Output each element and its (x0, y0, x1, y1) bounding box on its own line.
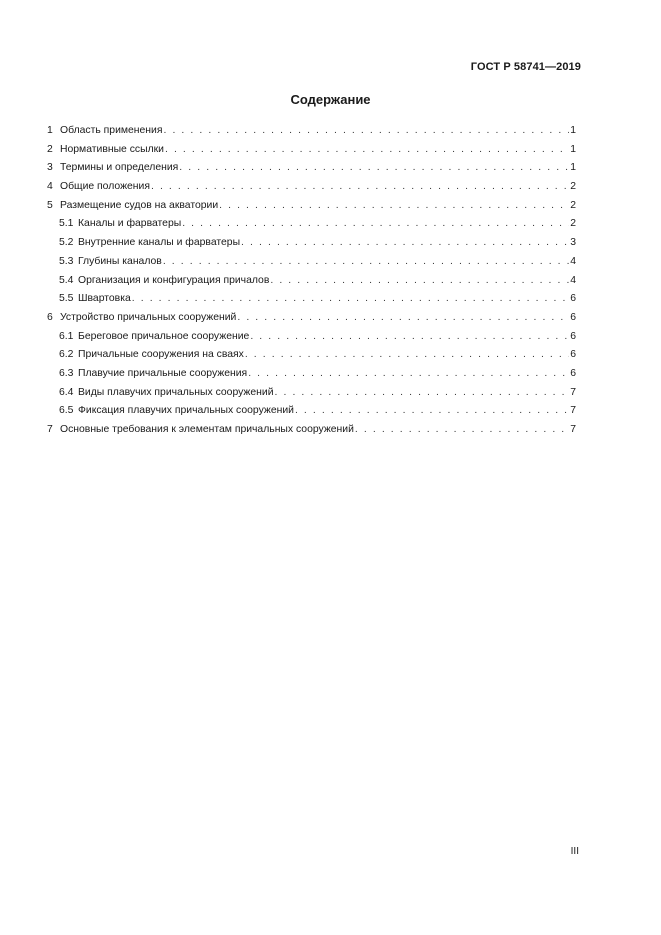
toc-dot-leader (275, 386, 570, 399)
toc-entry-page: 4 (570, 274, 576, 286)
toc-entry-title: Размещение судов на акватории (60, 199, 219, 211)
toc-entry[interactable] (47, 423, 576, 442)
toc-dot-leader (248, 367, 569, 380)
toc-entry-number: 6 (47, 311, 53, 323)
toc-entry-title: Швартовка (78, 293, 131, 305)
toc-title: Содержание (290, 92, 371, 107)
toc-dot-leader (245, 348, 569, 361)
toc-dot-leader (295, 404, 569, 417)
toc-entry-title: Фиксация плавучих причальных сооружений (78, 405, 294, 417)
toc-entry[interactable] (47, 292, 576, 311)
toc-entry-page: 2 (570, 199, 576, 211)
toc-entry-number: 5.3 (59, 255, 74, 267)
toc-entry-page: 2 (570, 181, 576, 193)
toc-entry-number: 1 (47, 125, 53, 136)
toc-entry-page: 1 (570, 143, 576, 155)
toc-dot-leader (250, 330, 569, 343)
toc-entry-page: 6 (570, 349, 576, 361)
toc-entry[interactable] (47, 348, 576, 367)
toc-entry-title: Основные требования к элементам причальных сооружений (60, 424, 354, 435)
toc-entry[interactable] (47, 236, 576, 255)
toc-entry[interactable] (47, 161, 576, 180)
toc-dot-leader (182, 217, 569, 230)
toc-entry-title: Нормативные ссылки (60, 143, 164, 155)
toc-entry[interactable] (47, 274, 576, 293)
toc-entry-title: Береговое причальное сооружение (78, 330, 250, 342)
toc-entry-title: Внутренние каналы и фарватеры (78, 237, 241, 249)
toc-entry-title: Виды плавучих причальных сооружений (78, 386, 274, 398)
toc-entry[interactable] (47, 255, 576, 274)
toc-entry-number: 2 (47, 143, 53, 155)
toc-dot-leader (219, 199, 569, 212)
toc-entry-number: 5.4 (59, 274, 74, 286)
toc-entry-page: 1 (570, 162, 576, 174)
toc-entry-number: 6.4 (59, 386, 74, 398)
toc-entry[interactable] (47, 386, 576, 405)
toc-entry[interactable] (47, 330, 576, 349)
toc-entry-page: 6 (570, 311, 576, 323)
toc-entry-number: 5.2 (59, 237, 74, 249)
toc-entry-number: 4 (47, 181, 53, 193)
toc-entry[interactable] (47, 124, 576, 143)
toc-entry-title: Общие положения (60, 181, 150, 193)
toc-entry-number: 5.1 (59, 218, 74, 230)
toc-dot-leader (165, 143, 569, 156)
toc-entry-page: 3 (570, 237, 576, 249)
toc-entry-page: 2 (570, 218, 576, 230)
toc-entry-page: 6 (570, 293, 576, 305)
toc-dot-leader (151, 180, 569, 193)
toc-dot-leader (132, 292, 569, 305)
toc-entry[interactable] (47, 311, 576, 330)
table-of-contents (47, 124, 576, 442)
toc-entry-page: 6 (570, 330, 576, 342)
toc-entry-page: 7 (570, 386, 576, 398)
toc-dot-leader (163, 255, 569, 268)
toc-entry-number: 6.2 (59, 349, 74, 361)
toc-dot-leader (270, 274, 569, 287)
toc-dot-leader (241, 236, 569, 249)
toc-entry[interactable] (47, 143, 576, 162)
toc-entry-page: 6 (570, 367, 576, 379)
toc-entry-page: 1 (570, 125, 576, 136)
toc-entry-title: Причальные сооружения на сваях (78, 349, 244, 361)
toc-entry[interactable] (47, 217, 576, 236)
toc-entry-title: Область применения (60, 125, 163, 136)
toc-entry-page: 7 (570, 405, 576, 417)
toc-entry[interactable] (47, 404, 576, 423)
toc-entry-title: Устройство причальных сооружений (60, 311, 237, 323)
toc-entry-title: Организация и конфигурация причалов (78, 274, 270, 286)
toc-entry-title: Плавучие причальные сооружения (78, 367, 248, 379)
toc-entry-number: 7 (47, 424, 53, 435)
page-number: III (570, 846, 579, 857)
toc-entry-title: Каналы и фарватеры (78, 218, 182, 230)
toc-entry[interactable] (47, 180, 576, 199)
document-code: ГОСТ Р 58741—2019 (470, 61, 581, 73)
toc-entry-page: 7 (570, 424, 576, 435)
toc-entry-number: 5.5 (59, 293, 74, 305)
toc-dot-leader (355, 423, 569, 436)
toc-entry-number: 6.1 (59, 330, 74, 342)
toc-entry-title: Глубины каналов (78, 255, 162, 267)
toc-entry[interactable] (47, 199, 576, 218)
toc-entry[interactable] (47, 367, 576, 386)
toc-entry-number: 5 (47, 199, 53, 211)
toc-entry-title: Термины и определения (60, 162, 179, 174)
toc-entry-number: 3 (47, 162, 53, 174)
toc-entry-page: 4 (570, 255, 576, 267)
toc-dot-leader (163, 124, 569, 137)
toc-dot-leader (237, 311, 569, 324)
toc-dot-leader (179, 161, 569, 174)
toc-entry-number: 6.5 (59, 405, 74, 417)
toc-entry-number: 6.3 (59, 367, 74, 379)
